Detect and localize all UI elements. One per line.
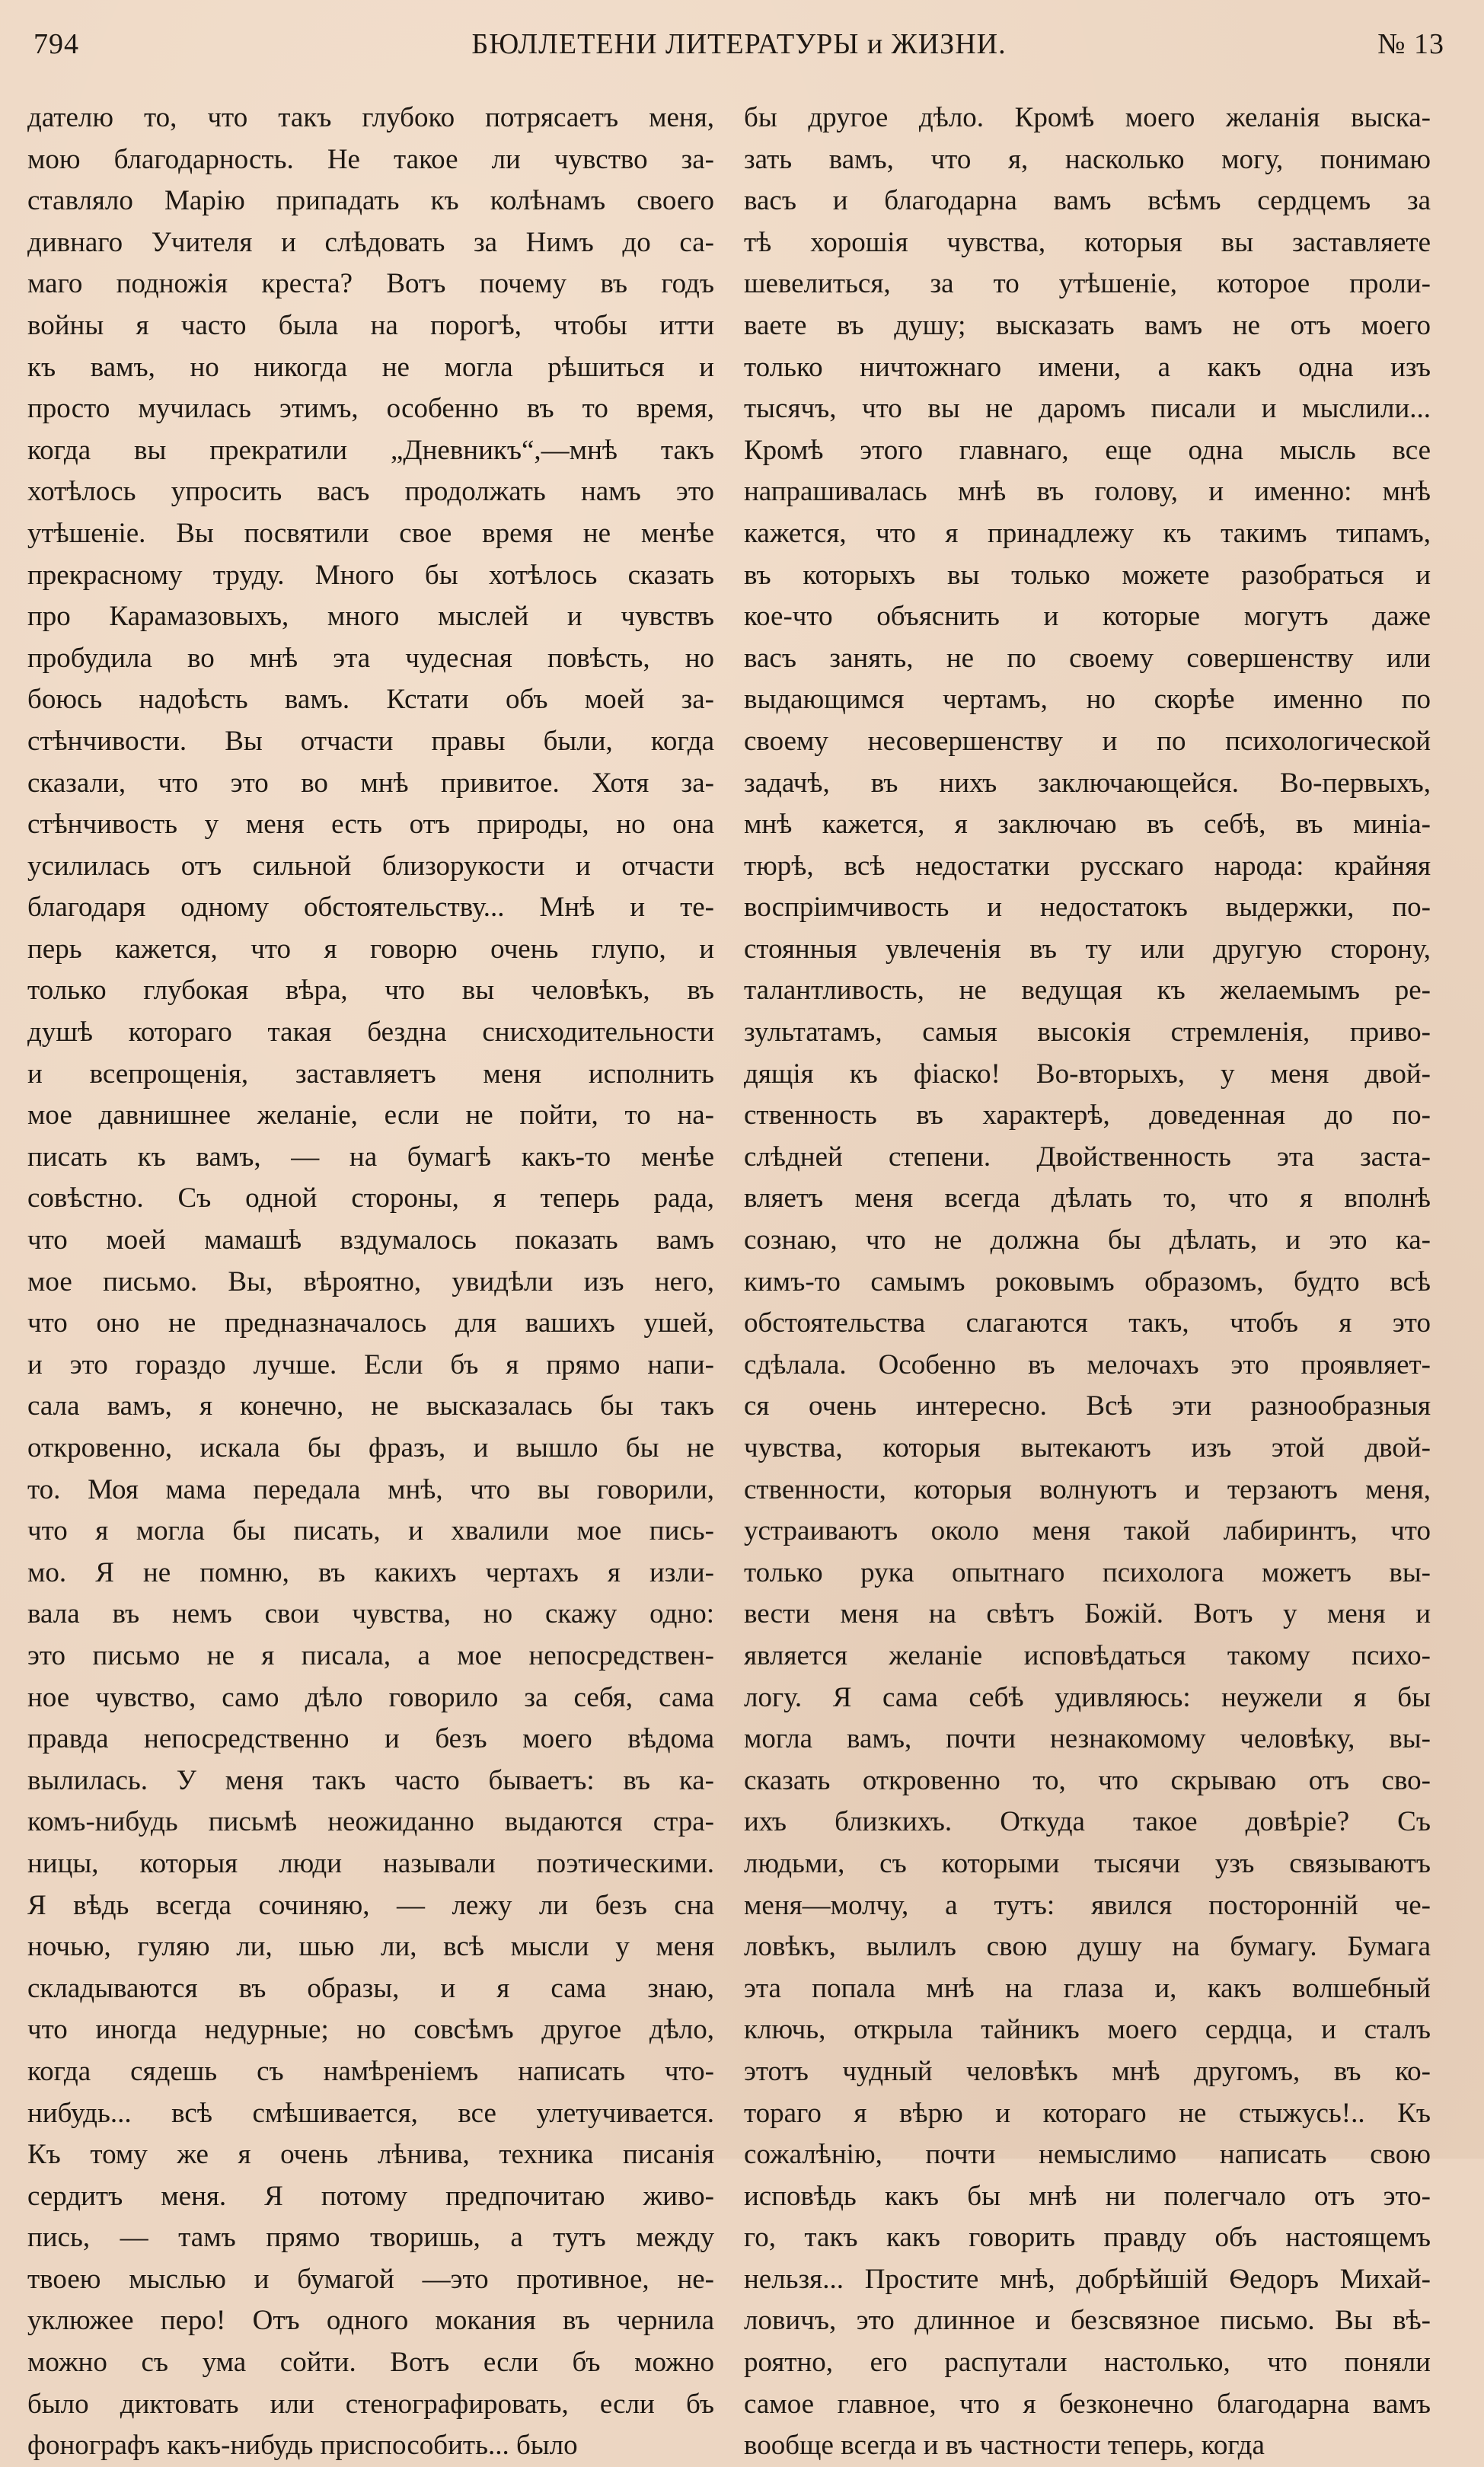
text-line: талантливость, не ведущая къ желаемымъ ре- <box>744 975 1431 1007</box>
text-line: кое-что объяснить и которые могутъ даже <box>744 601 1431 633</box>
text-line: про Карамазовыхъ, много мыслей и чувствъ <box>27 601 714 633</box>
text-line: ственность въ характерѣ, доведенная до по- <box>744 1099 1431 1131</box>
text-line: выдающимся чертамъ, но скорѣе именно по <box>744 684 1431 716</box>
text-line: обстоятельства слагаются такъ, чтобъ я это <box>744 1307 1431 1339</box>
text-line: писать къ вамъ, — на бумагѣ какъ-то менѣе <box>27 1141 714 1173</box>
text-line: вести меня на свѣтъ Божій. Вотъ у меня и <box>744 1598 1431 1630</box>
text-line: что моей мамашѣ вздумалось показать вамъ <box>27 1224 714 1256</box>
text-line: ловичъ, это длинное и безсвязное письмо. Вы вѣ- <box>744 2305 1431 2337</box>
text-line: можно съ ума сойти. Вотъ если бъ можно <box>27 2347 714 2379</box>
text-line: ночью, гуляю ли, шью ли, всѣ мысли у меня <box>27 1931 714 1963</box>
text-line: мо. Я не помню, въ какихъ чертахъ я изли- <box>27 1556 714 1588</box>
text-line: только ничтожнаго имени, а какъ одна изъ <box>744 351 1431 383</box>
text-line: могла вамъ, почти незнакомому человѣку, вы- <box>744 1723 1431 1755</box>
text-line: что я могла бы писать, и хвалили мое пись- <box>27 1515 714 1547</box>
text-line: складываются въ образы, и я сама знаю, <box>27 1972 714 2004</box>
text-line: Я вѣдь всегда сочиняю, — лежу ли безъ сна <box>27 1889 714 1921</box>
text-line: зультатамъ, самыя высокія стремленія, приво- <box>744 1016 1431 1048</box>
text-line: усилилась отъ сильной близорукости и отчасти <box>27 850 714 882</box>
text-line: душѣ котораго такая бездна снисходительности <box>27 1016 714 1048</box>
text-line: мнѣ кажется, я заключаю въ себѣ, въ миніа- <box>744 809 1431 841</box>
text-line: логу. Я сама себѣ удивляюсь: неужели я бы <box>744 1681 1431 1713</box>
text-line: задачѣ, въ нихъ заключающейся. Во-первыхъ, <box>744 767 1431 799</box>
text-line: правда непосредственно и безъ моего вѣдома <box>27 1723 714 1755</box>
text-line: сознаю, что не должна бы дѣлать, и это ка- <box>744 1224 1431 1256</box>
text-line: фонографъ какъ-нибудь приспособить... было <box>27 2430 578 2462</box>
text-line: дивнаго Учителя и слѣдовать за Нимъ до са- <box>27 226 714 258</box>
text-line: сердитъ меня. Я потому предпочитаю живо- <box>27 2180 714 2212</box>
text-line: ся очень интересно. Всѣ эти разнообразныя <box>744 1390 1431 1422</box>
left-text-column <box>27 97 714 2462</box>
text-line: тѣ хорошія чувства, которыя вы заставляете <box>744 226 1431 258</box>
text-line: къ вамъ, но никогда не могла рѣшиться и <box>27 351 714 383</box>
text-line: комъ-нибудь письмѣ неожиданно выдаются стра- <box>27 1806 714 1838</box>
text-line: ное чувство, само дѣло говорило за себя, сама <box>27 1681 714 1713</box>
text-line: то. Моя мама передала мнѣ, что вы говорили, <box>27 1473 714 1505</box>
text-line: когда вы прекратили „Дневникъ“,—мнѣ такъ <box>27 434 714 466</box>
text-line: устраиваютъ около меня такой лабиринтъ, что <box>744 1515 1431 1547</box>
text-line: слѣдней степени. Двойственность эта заста- <box>744 1141 1431 1173</box>
text-line: мое давнишнее желаніе, если не пойти, то на- <box>27 1099 714 1131</box>
text-line: когда сядешь съ намѣреніемъ написать что- <box>27 2055 714 2087</box>
text-line: исповѣдь какъ бы мнѣ ни полегчало отъ это- <box>744 2180 1431 2212</box>
text-line: это письмо не я писала, а мое непосредствен- <box>27 1639 714 1671</box>
text-line: стѣнчивости. Вы отчасти правы были, когда <box>27 725 714 757</box>
text-line: ницы, которыя люди называли поэтическими. <box>27 1847 714 1879</box>
text-line: стѣнчивость у меня есть отъ природы, но она <box>27 809 714 841</box>
text-line: прекрасному труду. Много бы хотѣлось сказать <box>27 559 714 591</box>
text-line: вляетъ меня всегда дѣлать то, что я вполнѣ <box>744 1182 1431 1214</box>
text-line: сожалѣнію, почти немыслимо написать свою <box>744 2139 1431 2171</box>
text-line: перь кажется, что я говорю очень глупо, и <box>27 933 714 965</box>
page-number: 794 <box>34 28 79 60</box>
text-line: напрашивалась мнѣ въ голову, и именно: мнѣ <box>744 476 1431 508</box>
text-line: что оно не предназначалось для вашихъ ушей, <box>27 1307 714 1339</box>
text-line: ключь, открыла тайникъ моего сердца, и сталъ <box>744 2014 1431 2046</box>
text-line: пробудила во мнѣ эта чудесная повѣсть, но <box>27 642 714 674</box>
text-line: ственности, которыя волнуютъ и терзаютъ меня, <box>744 1473 1431 1505</box>
text-line: васъ занять, не по своему совершенству или <box>744 642 1431 674</box>
text-line: своему несовершенству и по психологической <box>744 725 1431 757</box>
text-line: кимъ-то самымъ роковымъ образомъ, будто всѣ <box>744 1265 1431 1297</box>
text-line: дящія къ фіаско! Во-вторыхъ, у меня двой- <box>744 1058 1431 1090</box>
text-line: было диктовать или стенографировать, если бъ <box>27 2388 714 2420</box>
text-line: нельзя... Простите мнѣ, добрѣйшій Ѳедоръ Михай- <box>744 2263 1431 2295</box>
issue-number: № 13 <box>1377 28 1444 60</box>
text-line: шевелиться, за то утѣшеніе, которое проли- <box>744 268 1431 300</box>
text-line: является желаніе исповѣдаться такому психо- <box>744 1639 1431 1671</box>
text-line: благодаря одному обстоятельству... Мнѣ и те- <box>27 892 714 924</box>
text-line: дателю то, что такъ глубоко потрясаетъ меня, <box>27 102 714 133</box>
text-line: меня—молчу, а тутъ: явился посторонній че- <box>744 1889 1431 1921</box>
text-line: вылилась. У меня такъ часто бываетъ: въ ка- <box>27 1764 714 1796</box>
text-line: эта попала мнѣ на глаза и, какъ волшебный <box>744 1972 1431 2004</box>
text-line: маго подножія креста? Вотъ почему въ годъ <box>27 268 714 300</box>
text-line: въ которыхъ вы только можете разобраться и <box>744 559 1431 591</box>
text-line: самое главное, что я безконечно благодарна вамъ <box>744 2388 1431 2420</box>
text-line: пись, — тамъ прямо творишь, а тутъ между <box>27 2222 714 2254</box>
text-line: боюсь надоѣсть вамъ. Кстати объ моей за- <box>27 684 714 716</box>
text-line: и это гораздо лучше. Если бъ я прямо напи- <box>27 1348 714 1380</box>
right-text-column <box>744 97 1431 2462</box>
text-line: что иногда недурные; но совсѣмъ другое дѣло, <box>27 2014 714 2046</box>
text-line: только глубокая вѣра, что вы человѣкъ, въ <box>27 975 714 1007</box>
page-header <box>34 21 1444 67</box>
text-line: роятно, его распутали настолько, что поняли <box>744 2347 1431 2379</box>
text-line: твоею мыслью и бумагой —это противное, не- <box>27 2263 714 2295</box>
text-line: вообще всегда и въ частности теперь, когда <box>744 2430 1265 2462</box>
text-line: ловѣкъ, вылилъ свою душу на бумагу. Бумага <box>744 1931 1431 1963</box>
text-line: этотъ чудный человѣкъ мнѣ другомъ, въ ко- <box>744 2055 1431 2087</box>
text-line: вала въ немъ свои чувства, но скажу одно: <box>27 1598 714 1630</box>
text-line: тораго я вѣрю и котораго не стыжусь!.. Къ <box>744 2097 1431 2129</box>
text-line: бы другое дѣло. Кромѣ моего желанія выска- <box>744 102 1431 133</box>
text-line: тысячъ, что вы не даромъ писали и мыслили... <box>744 393 1431 425</box>
text-line: зать вамъ, что я, насколько могу, понимаю <box>744 143 1431 175</box>
text-line: го, такъ какъ говорить правду объ настоящемъ <box>744 2222 1431 2254</box>
text-line: мою благодарность. Не такое ли чувство за- <box>27 143 714 175</box>
text-line: нибудь... всѣ смѣшивается, все улетучивается. <box>27 2097 714 2129</box>
text-line: хотѣлось упросить васъ продолжать намъ это <box>27 476 714 508</box>
text-line: войны я часто была на порогѣ, чтобы итти <box>27 309 714 341</box>
text-line: ихъ близкихъ. Откуда такое довѣріе? Съ <box>744 1806 1431 1838</box>
text-line: и всепрощенія, заставляетъ меня исполнить <box>27 1058 714 1090</box>
text-line: воспріимчивость и недостатокъ выдержки, по- <box>744 892 1431 924</box>
text-line: чувства, которыя вытекаютъ изъ этой двой- <box>744 1432 1431 1463</box>
text-line: только рука опытнаго психолога можетъ вы- <box>744 1556 1431 1588</box>
text-line: сказать откровенно то, что скрываю отъ сво- <box>744 1764 1431 1796</box>
text-line: совѣстно. Съ одной стороны, я теперь рада, <box>27 1182 714 1214</box>
text-line: мое письмо. Вы, вѣроятно, увидѣли изъ него, <box>27 1265 714 1297</box>
text-line: Кромѣ этого главнаго, еще одна мысль все <box>744 434 1431 466</box>
text-line: ваете въ душу; высказать вамъ не отъ моего <box>744 309 1431 341</box>
text-line: кажется, что я принадлежу къ такимъ типамъ, <box>744 517 1431 549</box>
text-line: ставляло Марію припадать къ колѣнамъ своего <box>27 185 714 217</box>
text-line: Къ тому же я очень лѣнива, техника писанія <box>27 2139 714 2171</box>
text-line: утѣшеніе. Вы посвятили свое время не менѣе <box>27 517 714 549</box>
running-title: БЮЛЛЕТЕНИ ЛИТЕРАТУРЫ и ЖИЗНИ. <box>471 28 1007 60</box>
text-line: просто мучилась этимъ, особенно въ то время, <box>27 393 714 425</box>
text-line: уклюжее перо! Отъ одного мокания въ чернила <box>27 2305 714 2337</box>
text-line: стоянныя увлеченія въ ту или другую сторону, <box>744 933 1431 965</box>
text-line: людьми, съ которыми тысячи узъ связываютъ <box>744 1847 1431 1879</box>
text-line: сала вамъ, я конечно, не высказалась бы такъ <box>27 1390 714 1422</box>
text-line: сдѣлала. Особенно въ мелочахъ это проявляет- <box>744 1348 1431 1380</box>
text-line: васъ и благодарна вамъ всѣмъ сердцемъ за <box>744 185 1431 217</box>
text-line: откровенно, искала бы фразъ, и вышло бы не <box>27 1432 714 1463</box>
text-line: сказали, что это во мнѣ привитое. Хотя за- <box>27 767 714 799</box>
text-line: тюрѣ, всѣ недостатки русскаго народа: крайняя <box>744 850 1431 882</box>
